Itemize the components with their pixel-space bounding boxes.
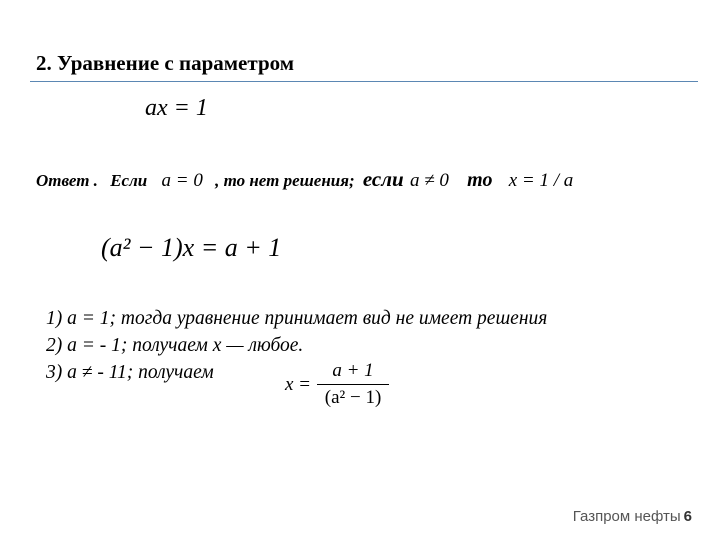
answer-then: то [467, 169, 493, 191]
slide-title: 2. Уравнение с параметром [36, 51, 295, 75]
equation-2: (a² − 1)x = a + 1 [101, 233, 282, 262]
footer-text: Газпром нефты [572, 508, 681, 525]
no-solution-text: , то нет решения; [215, 171, 355, 190]
answer-if-2: если [362, 167, 404, 191]
equation-1: ax = 1 [145, 95, 208, 121]
answer-row [36, 167, 573, 192]
case-item-3: 3) а ≠ - 11; получаем [46, 362, 214, 383]
answer-label: Ответ . [36, 171, 98, 190]
fraction-lhs: x = [285, 373, 312, 395]
page-number: 6 [683, 508, 692, 525]
condition-a-zero: a = 0 [161, 170, 203, 191]
case-item-2: 2) а = - 1; получаем х — любое. [46, 335, 304, 356]
fraction-bar [317, 384, 389, 385]
solution-fraction [285, 360, 389, 409]
answer-result: x = 1 / a [508, 170, 574, 191]
slide-footer [573, 508, 692, 525]
title-divider [30, 81, 698, 82]
condition-a-nonzero: a ≠ 0 [409, 170, 449, 191]
answer-if-1: Если [110, 171, 148, 190]
case-item-1: 1) а = 1; тогда уравнение принимает вид не имеет решения [46, 308, 548, 329]
fraction-denominator: (a² − 1) [324, 387, 382, 408]
fraction-numerator: a + 1 [332, 360, 374, 381]
